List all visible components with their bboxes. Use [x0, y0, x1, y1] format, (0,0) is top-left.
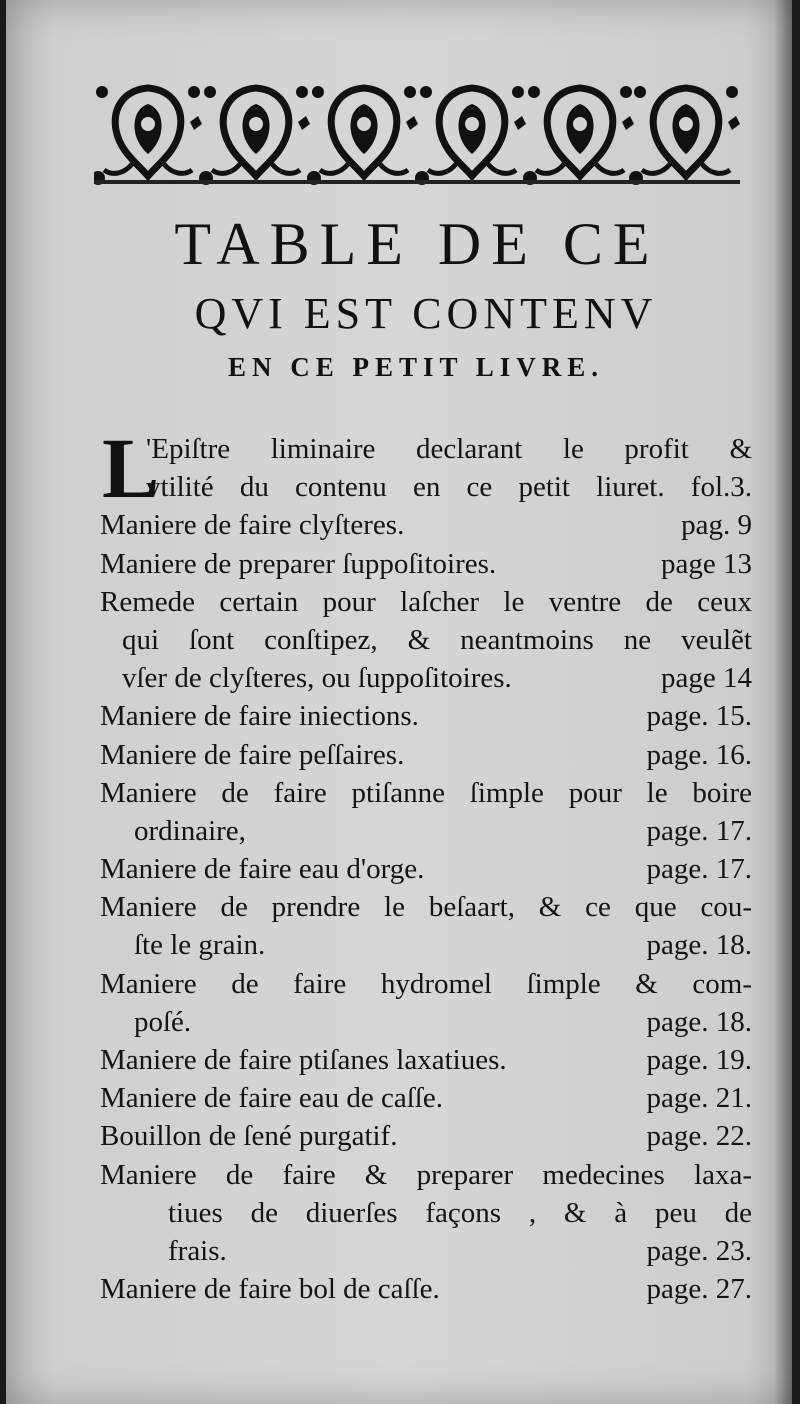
toc-entry-text: qui ſont conſtipez, & neantmoins ne veulẽt — [122, 623, 752, 656]
toc-entry-row — [100, 1194, 752, 1232]
toc-entry-row — [100, 888, 752, 926]
toc-entry-row — [100, 1232, 752, 1270]
drop-capital: L — [102, 420, 160, 516]
toc-entry-row — [100, 697, 752, 735]
toc-entry-text: Maniere de faire peſſaires. — [100, 738, 405, 771]
toc-page-reference: page. 27. — [646, 1273, 752, 1306]
toc-entry-text: poſé. — [134, 1005, 192, 1038]
toc-page-reference: page. 18. — [646, 1005, 752, 1038]
toc-page-reference: page. 23. — [646, 1234, 752, 1267]
toc-entry-text: Maniere de faire ptiſanne ſimple pour le boire — [100, 776, 752, 809]
toc-entry-row — [100, 1003, 752, 1041]
toc-line — [146, 468, 752, 506]
toc-entry-text: tiues de diuerſes façons , & à peu de — [168, 1196, 752, 1229]
page-subtitle: QVI EST CONTENV — [194, 289, 658, 338]
toc-entry-row — [100, 774, 752, 812]
toc-entry-text: Maniere de faire ptiſanes laxatiues. — [100, 1044, 507, 1076]
toc-entry-row — [100, 850, 752, 888]
page-edge-shadow — [774, 0, 792, 1404]
toc-page-reference: page. 16. — [646, 738, 752, 771]
toc-entry-text: frais. — [168, 1234, 227, 1267]
toc-page-reference: page. 15. — [646, 700, 752, 733]
toc-entry-text: Maniere de preparer ſuppoſitoires. — [100, 547, 497, 580]
toc-page-reference: page 14 — [661, 662, 752, 695]
toc-entry-text: Maniere de faire hydromel ſimple & com- — [100, 967, 752, 1000]
toc-entry-row — [100, 812, 752, 850]
toc-entry-row — [100, 1041, 752, 1079]
toc-entry-text: Maniere de faire eau d'orge. — [100, 853, 425, 886]
toc-entry-row — [100, 926, 752, 964]
toc-page-reference: page. 19. — [646, 1044, 752, 1076]
toc-entry-row — [100, 736, 752, 774]
fleuron-ornament-icon — [94, 74, 740, 188]
toc-entry-row — [100, 1117, 752, 1155]
toc-entry-row — [100, 545, 752, 583]
toc-entry-row — [100, 965, 752, 1003]
toc-entry-text: Maniere de faire iniections. — [100, 700, 419, 733]
toc-entry-text: Maniere de faire bol de caſſe. — [100, 1273, 440, 1306]
toc-page-reference: page. 22. — [646, 1120, 752, 1153]
toc-entry-text: ſte le grain. — [134, 929, 266, 962]
toc-entry-epistle — [100, 420, 752, 516]
toc-page-reference: page. 18. — [646, 929, 752, 962]
toc-entry-text: vtilité du contenu en ce petit liuret. fol.3. — [146, 471, 752, 504]
toc-page-reference: page. 17. — [646, 814, 752, 847]
toc-page-reference: page 13 — [661, 547, 752, 580]
toc-entry-text: 'Epiſtre liminaire declarant le profit & — [146, 433, 752, 465]
toc-entry-text: Maniere de faire & preparer medecines laxa- — [100, 1158, 752, 1191]
book-page — [6, 0, 792, 1404]
toc-entry-row — [100, 506, 752, 544]
toc-entry-row — [100, 583, 752, 621]
toc-page-reference: page. 21. — [646, 1082, 752, 1115]
toc-entry-row — [100, 659, 752, 697]
toc-entry-text: Bouillon de ſené purgatif. — [100, 1120, 398, 1153]
toc-entry-text: Maniere de faire clyſteres. — [100, 509, 405, 542]
toc-line — [146, 430, 752, 468]
page-title: TABLE DE CE — [174, 211, 660, 277]
toc-entry-text: Remede certain pour laſcher le ventre de ceux — [100, 585, 752, 618]
toc-page-reference: pag. 9 — [681, 509, 752, 542]
table-of-contents — [100, 420, 752, 1308]
page-subtitle-small: EN CE PETIT LIVRE. — [227, 352, 605, 382]
toc-page-reference: page. 17. — [646, 853, 752, 886]
toc-entry-row — [100, 1079, 752, 1117]
toc-entry-row — [100, 621, 752, 659]
toc-entry-text: vſer de clyſteres, ou ſuppoſitoires. — [122, 662, 512, 695]
toc-entry-list — [100, 506, 752, 1308]
toc-entry-row — [100, 1270, 752, 1308]
toc-entry-row — [100, 1156, 752, 1194]
toc-entry-text: ordinaire, — [134, 814, 246, 847]
toc-entry-text: Maniere de faire eau de caſſe. — [100, 1082, 443, 1115]
toc-entry-text: Maniere de prendre le beſaart, & ce que cou- — [100, 891, 752, 924]
